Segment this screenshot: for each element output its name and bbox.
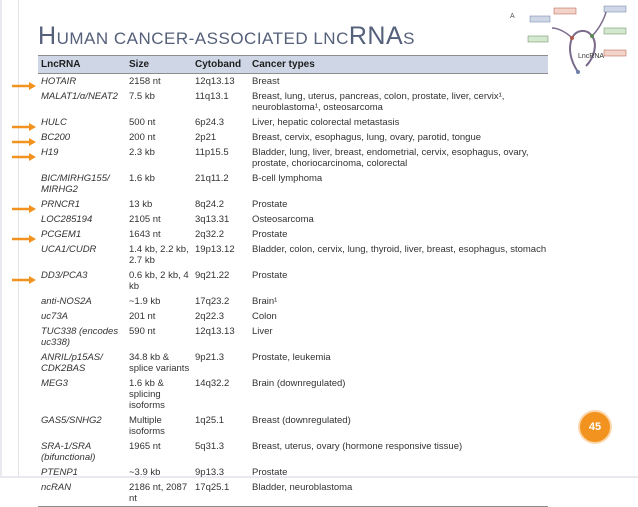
table-row [38, 212, 548, 227]
size-cell: 1.4 kb, 2.2 kb, 2.7 kb [129, 244, 189, 266]
lncrna-name-cell: HOTAIR [41, 76, 77, 87]
size-cell: 1.6 kb & splicing isoforms [129, 378, 165, 411]
cancer-types-cell: Prostate [252, 229, 288, 240]
arrow-marker [12, 230, 36, 238]
lncrna-name-cell: uc73A [41, 311, 68, 322]
arrow-marker [12, 148, 36, 156]
cancer-types-cell: Breast, uterus, ovary (hormone responsive tissue) [252, 441, 463, 452]
cancer-types-cell: Osteosarcoma [252, 214, 314, 225]
lncrna-name-cell: HULC [41, 117, 67, 128]
table-row [38, 413, 548, 439]
cytoband-cell: 12q13.13 [195, 76, 235, 87]
size-cell: 1643 nt [129, 229, 161, 240]
cytoband-cell: 3q13.31 [195, 214, 230, 225]
table-row [38, 197, 548, 212]
lncrna-name-cell: ANRIL/p15AS/ CDK2BAS [41, 352, 103, 374]
cytoband-cell: 12q13.13 [195, 326, 235, 337]
lncrna-table [38, 55, 548, 507]
cancer-types-cell: Prostate [252, 199, 288, 210]
size-cell: Multiple isoforms [129, 415, 165, 437]
lncrna-name-cell: DD3/PCA3 [41, 270, 88, 281]
lncrna-name-cell: UCA1/CUDR [41, 244, 97, 255]
size-cell: 201 nt [129, 311, 156, 322]
lncrna-name-cell: PCGEM1 [41, 229, 82, 240]
cancer-types-cell: B-cell lymphoma [252, 173, 323, 184]
lncrna-name-cell: LOC285194 [41, 214, 93, 225]
size-cell: 13 kb [129, 199, 153, 210]
cytoband-cell: 5q31.3 [195, 441, 225, 452]
table-row [38, 145, 548, 171]
lncrna-name-cell: PRNCR1 [41, 199, 81, 210]
cancer-types-cell: Breast [252, 76, 280, 87]
cancer-types-cell: Prostate [252, 270, 288, 281]
lncrna-name-cell: TUC338 (encodes uc338) [41, 326, 119, 348]
arrow-marker [12, 77, 36, 85]
table-row [38, 309, 548, 324]
size-cell: 2.3 kb [129, 147, 155, 158]
table-row [38, 227, 548, 242]
size-cell: 2105 nt [129, 214, 161, 225]
table-row [38, 268, 548, 294]
table-row [38, 130, 548, 145]
diagram-label-a: A [510, 13, 515, 20]
cytoband-cell: 17q25.1 [195, 482, 230, 493]
cancer-types-cell: Liver, hepatic colorectal metastasis [252, 117, 400, 128]
size-cell: 200 nt [129, 132, 156, 143]
arrow-marker [12, 133, 36, 141]
cytoband-cell: 19p13.12 [195, 244, 235, 255]
lncrna-name-cell: PTENP1 [41, 467, 78, 478]
header-lncrna: LncRNA [41, 59, 81, 70]
slide-title: HUMAN CANCER-ASSOCIATED LNCRNAS [38, 22, 415, 50]
size-cell: 500 nt [129, 117, 156, 128]
cytoband-cell: 2q22.3 [195, 311, 225, 322]
size-cell: 34.8 kb & splice variants [129, 352, 190, 374]
header-cytoband: Cytoband [195, 59, 242, 70]
table-row [38, 294, 548, 309]
table-header [38, 55, 548, 74]
cytoband-cell: 14q32.2 [195, 378, 230, 389]
cytoband-cell: 17q23.2 [195, 296, 230, 307]
cytoband-cell: 2q32.2 [195, 229, 225, 240]
lncrna-name-cell: GAS5/SNHG2 [41, 415, 102, 426]
cytoband-cell: 8q24.2 [195, 199, 225, 210]
cancer-types-cell: Colon [252, 311, 277, 322]
cancer-types-cell: Prostate [252, 467, 288, 478]
lncrna-name-cell: ncRAN [41, 482, 72, 493]
lncrna-name-cell: MEG3 [41, 378, 68, 389]
header-size: Size [129, 59, 150, 70]
table-row [38, 439, 548, 465]
arrow-marker [12, 271, 36, 279]
page-number-badge: 45 [578, 410, 612, 444]
lncrna-name-cell: BIC/MIRHG155/ MIRHG2 [41, 173, 110, 195]
table-row [38, 376, 548, 413]
cytoband-cell: 9q21.22 [195, 270, 230, 281]
cytoband-cell: 6p24.3 [195, 117, 225, 128]
table-row [38, 480, 548, 507]
lncrna-name-cell: BC200 [41, 132, 71, 143]
size-cell: 1965 nt [129, 441, 161, 452]
header-cancer-types: Cancer types [252, 59, 315, 70]
cancer-types-cell: Brain¹ [252, 296, 278, 307]
size-cell: 1.6 kb [129, 173, 155, 184]
table-row [38, 89, 548, 115]
size-cell: 2158 nt [129, 76, 161, 87]
lncrna-name-cell: SRA-1/SRA (bifunctional) [41, 441, 96, 463]
cytoband-cell: 9p13.3 [195, 467, 225, 478]
diagram-label-lncrna: LncRNA [578, 53, 605, 60]
cancer-types-cell: Liver [252, 326, 273, 337]
cancer-types-cell: Bladder, colon, cervix, lung, thyroid, liver, breast, esophagus, stomach [252, 244, 547, 255]
table-row [38, 74, 548, 89]
cytoband-cell: 2p21 [195, 132, 217, 143]
cytoband-cell: 1q25.1 [195, 415, 225, 426]
arrow-marker [12, 118, 36, 126]
cytoband-cell: 21q11.2 [195, 173, 229, 184]
cytoband-cell: 11p15.5 [195, 147, 229, 158]
table-row [38, 171, 548, 197]
lncrna-name-cell: MALAT1/α/NEAT2 [41, 91, 118, 102]
table-row [38, 324, 548, 350]
table-row [38, 350, 548, 376]
size-cell: ~3.9 kb [129, 467, 161, 478]
cancer-types-cell: Bladder, neuroblastoma [252, 482, 353, 493]
cancer-types-cell: Breast (downregulated) [252, 415, 351, 426]
cancer-types-cell: Breast, lung, uterus, pancreas, colon, prostate, liver, cervix¹, neuroblastoma¹, osteosarcoma [252, 91, 505, 113]
cytoband-cell: 11q13.1 [195, 91, 229, 102]
lncrna-name-cell: anti-NOS2A [41, 296, 92, 307]
size-cell: ~1.9 kb [129, 296, 161, 307]
size-cell: 2186 nt, 2087 nt [129, 482, 188, 504]
size-cell: 590 nt [129, 326, 156, 337]
cancer-types-cell: Brain (downregulated) [252, 378, 346, 389]
size-cell: 7.5 kb [129, 91, 155, 102]
arrow-marker [12, 200, 36, 208]
table-body [38, 74, 548, 507]
cancer-types-cell: Bladder, lung, liver, breast, endometrial, cervix, esophagus, ovary, prostate, choriocarcinoma, colorectal [252, 147, 529, 169]
table-row [38, 115, 548, 130]
size-cell: 0.6 kb, 2 kb, 4 kb [129, 270, 189, 292]
cancer-types-cell: Breast, cervix, esophagus, lung, ovary, parotid, tongue [252, 132, 482, 143]
cancer-types-cell: Prostate, leukemia [252, 352, 331, 363]
cytoband-cell: 9p21.3 [195, 352, 225, 363]
table-row [38, 242, 548, 268]
lncrna-name-cell: H19 [41, 147, 59, 158]
